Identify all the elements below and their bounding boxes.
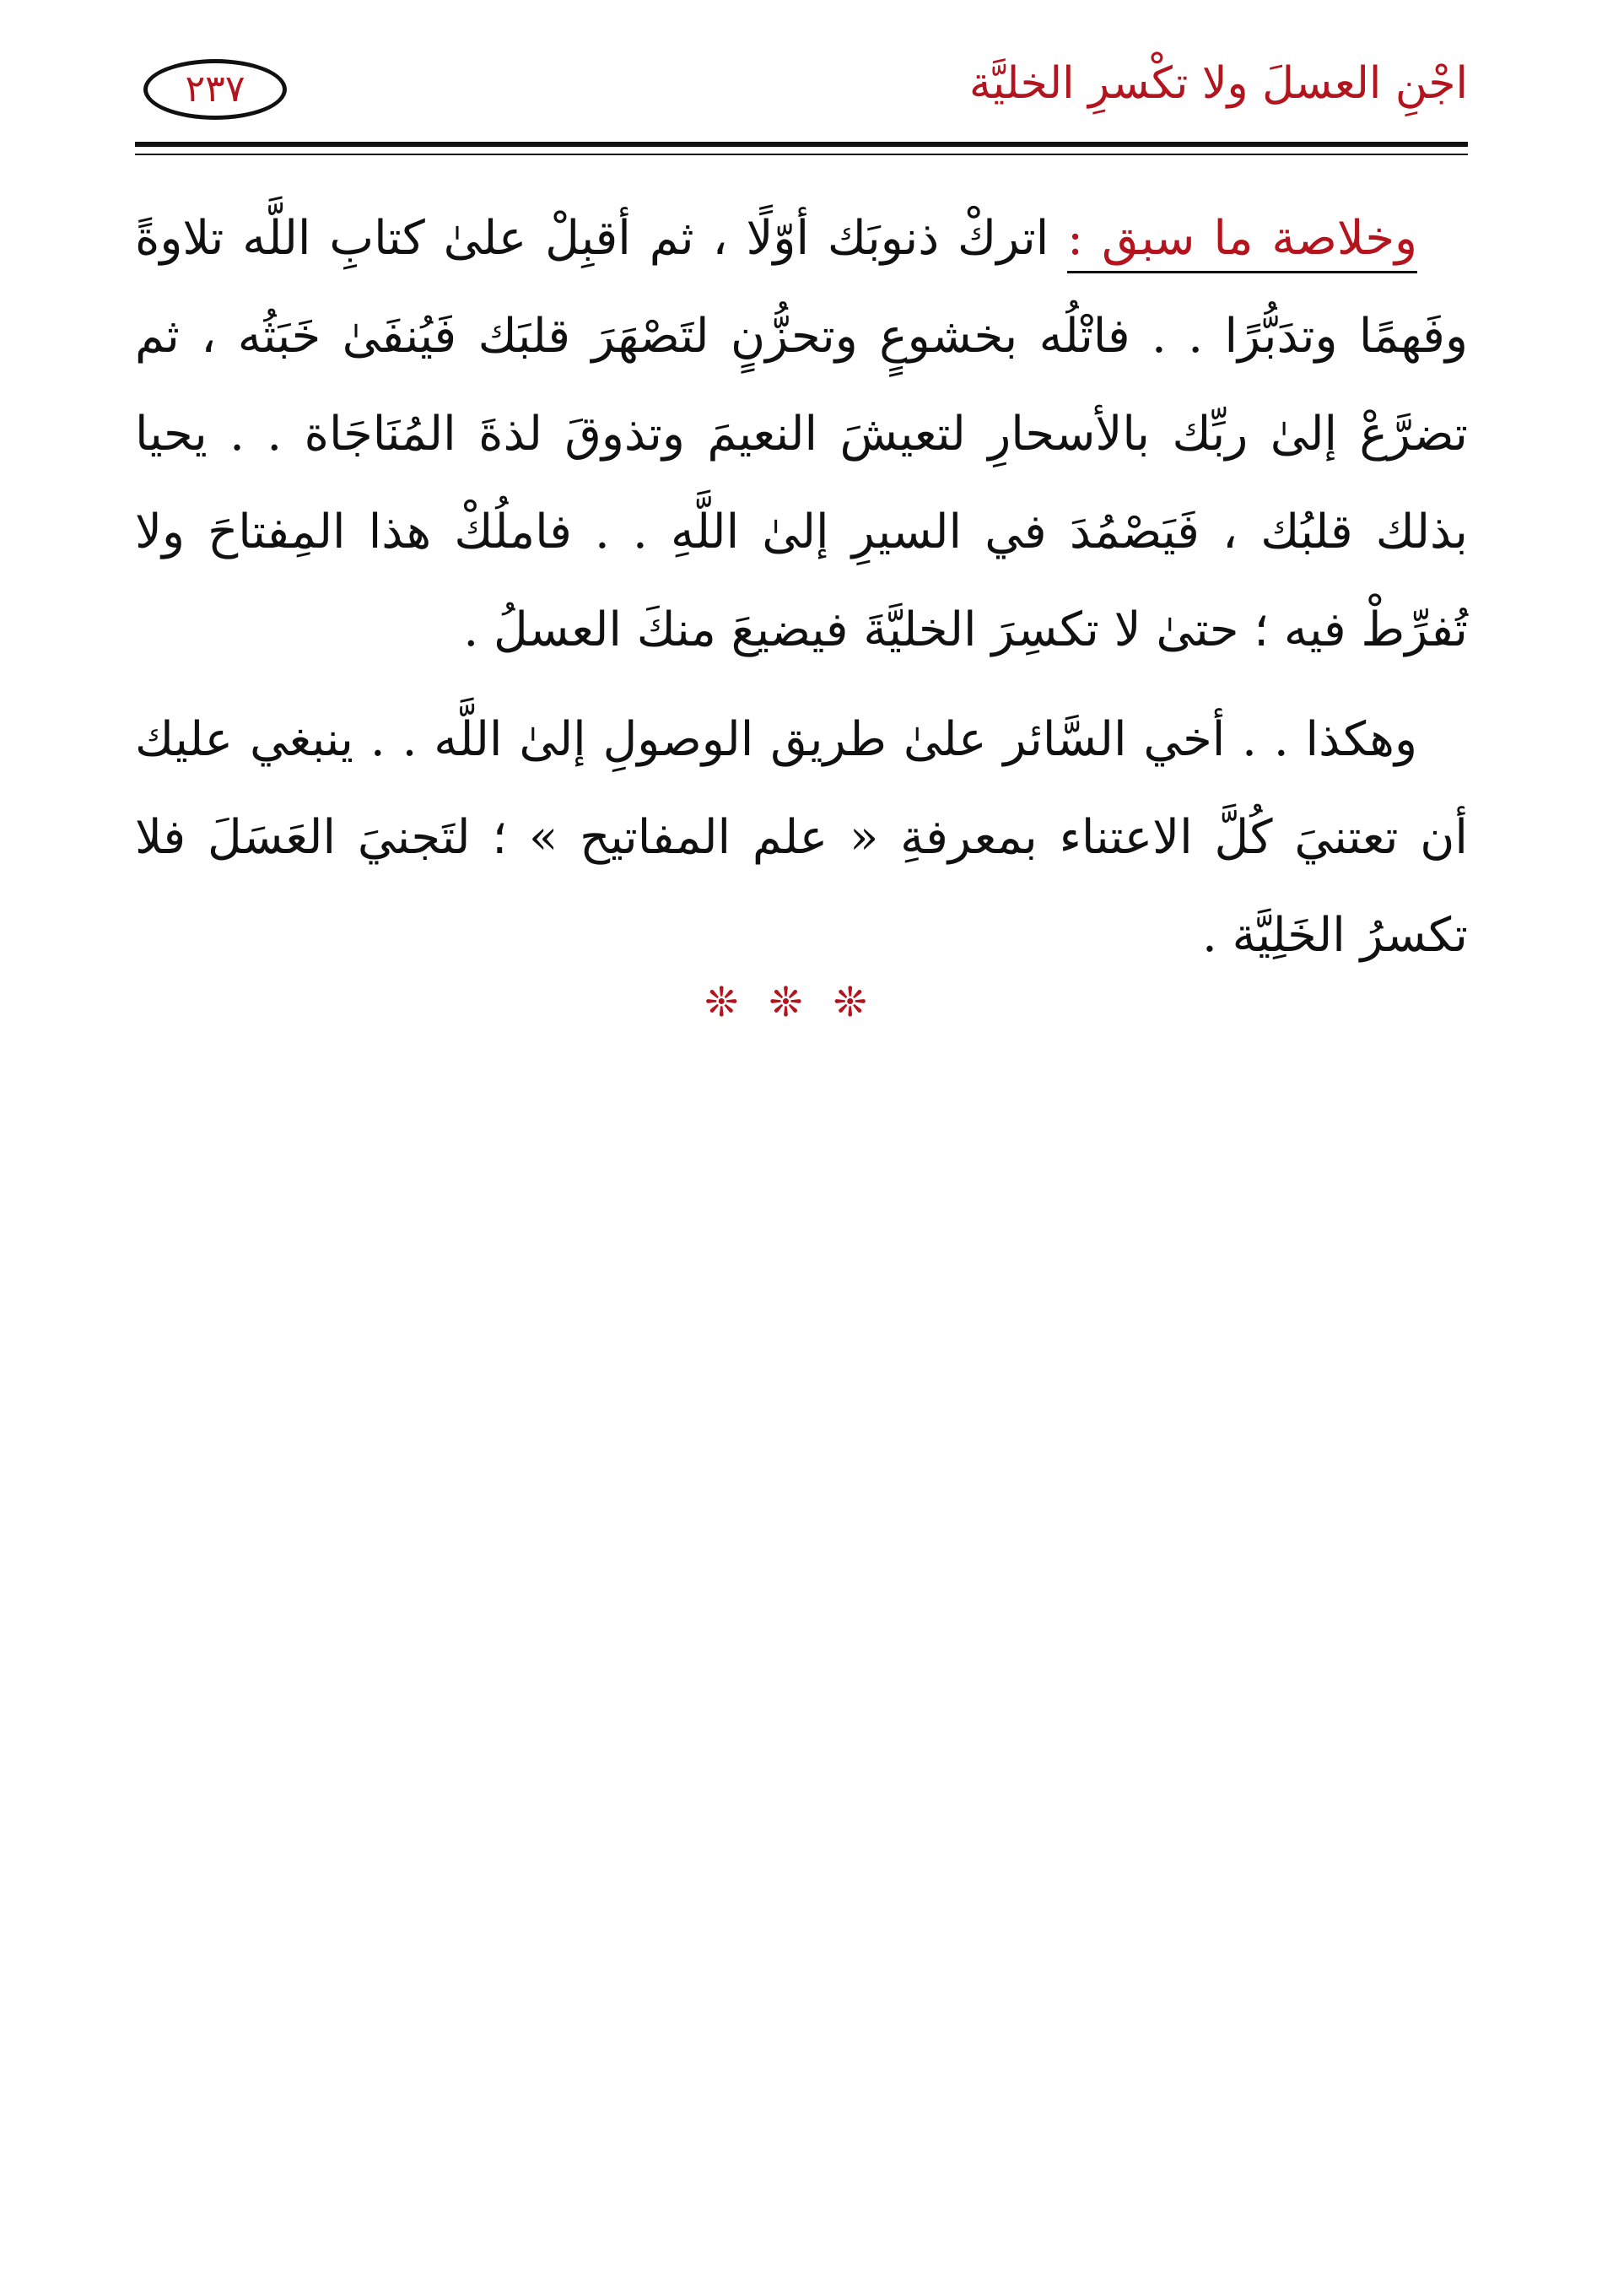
page-number-badge: ٢٣٧ xyxy=(143,59,287,120)
header-rule-thick xyxy=(135,142,1468,147)
running-title: اجْنِ العسلَ ولا تكْسرِ الخليَّة xyxy=(968,58,1468,109)
paragraph-conclusion xyxy=(135,691,1468,985)
header-rule-thin xyxy=(135,154,1468,155)
section-end-ornament: ❊❊❊ xyxy=(704,979,898,1026)
main-text xyxy=(135,190,1468,985)
conclusion-text: وهكذا . . أخي السَّائر علىٰ طريق الوصولِ إلىٰ اللَّه . . ينبغي عليك أن تعتنيَ كُلَّ الاعتناء بمعرفةِ « علم المفاتيح » ؛ لتَجنيَ العَسَلَ فلا تكسرُ الخَلِيَّة . xyxy=(135,712,1468,963)
summary-text: اتركْ ذنوبَك أوّلًا ، ثم أقبِلْ علىٰ كتابِ اللَّه تلاوةً وفَهمًا وتدَبُّرًا . . فاتْلُه بخشوعٍ وتحزُّنٍ لتَصْهَرَ قلبَك فَيُنفَىٰ خَبَثُه ، ثم تضرَّعْ إلىٰ ربِّك بالأسحارِ لتعيشَ النعيمَ وتذوقَ لذةَ المُنَاجَاة . . يحيا بذلك قلبُك ، فَيَصْمُدَ في السيرِ إلىٰ اللَّهِ . . فاملُكْ هذا المِفتاحَ ولا تُفرِّطْ فيه ؛ حتىٰ لا تكسِرَ الخليَّةَ فيضيعَ منكَ العسلُ . xyxy=(135,211,1468,657)
paragraph-summary xyxy=(135,190,1468,679)
page-header xyxy=(135,51,1468,143)
summary-label: وخلاصة ما سبق : xyxy=(1067,211,1417,273)
